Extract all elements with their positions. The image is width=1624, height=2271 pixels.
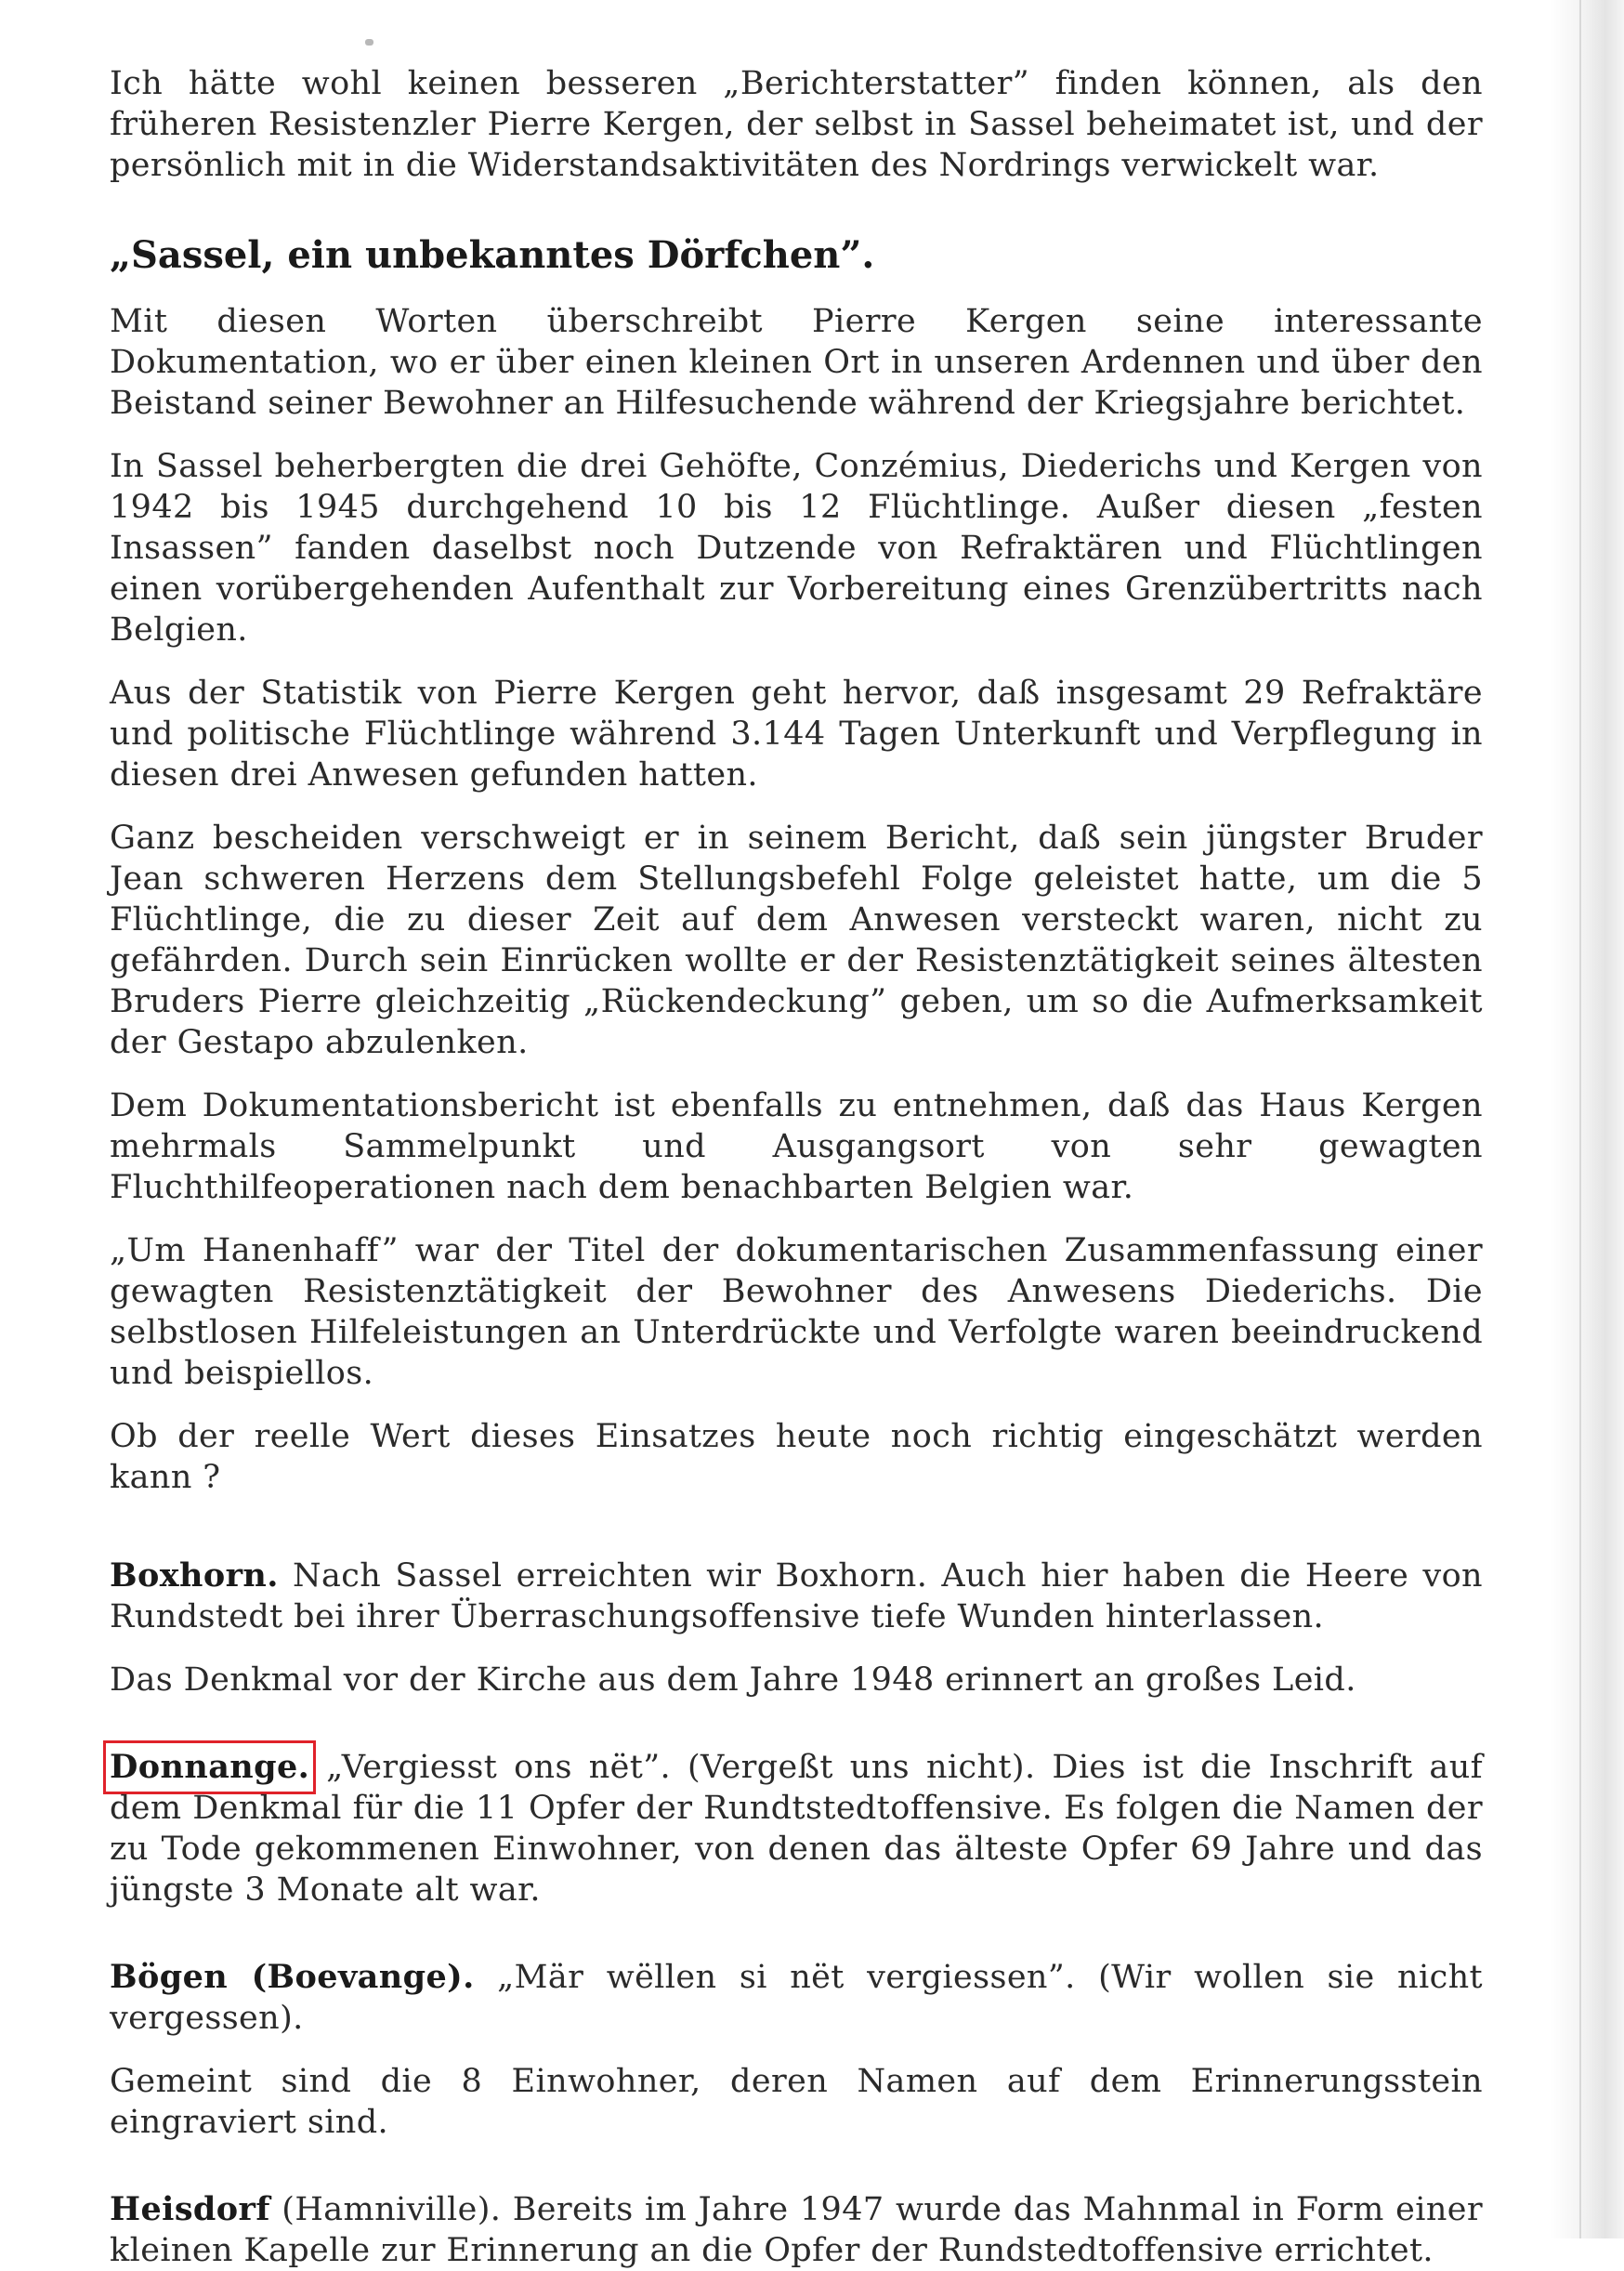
boxhorn-text: Nach Sassel erreichten wir Boxhorn. Auch hier haben die Heere von Rundstedt bei ihrer Überraschungsoffensive tiefe Wunden hinterlassen. — [110, 1557, 1483, 1635]
donnange-paragraph — [110, 1747, 1483, 1910]
boegen-text: „Mär wëllen si nët vergiessen”. (Wir wollen sie nicht vergessen). — [110, 1959, 1483, 2037]
heisdorf-paragraph — [110, 2189, 1483, 2271]
donnange-highlight-box: Donnange. — [110, 1748, 310, 1786]
document-body — [110, 63, 1483, 2271]
donnange-text: „Vergiesst ons nët”. (Vergeßt uns nicht). Dies ist die Inschrift auf dem Denkmal für die 11 Opfer der Rundtstedtoffensive. Es folgen die Namen der zu Tode gekommenen Einwohner, von denen das älteste Opfer 69 Jahre und das jüngste 3 Monate alt war. — [110, 1749, 1483, 1909]
paragraph-2: In Sassel beherbergten die drei Gehöfte, Conzémius, Diederichs und Kergen von 1942 bis 1945 durchgehend 10 bis 12 Flüchtlinge. Außer diesen „festen Insassen” fanden daselbst noch Dutzende von Refraktären und Flüchtlingen einen vorübergehenden Aufenthalt zur Vorbereitung eines Grenzübertritts nach Belgien. — [110, 448, 1483, 649]
paragraph-6: „Um Hanenhaff” war der Titel der dokumentarischen Zusammenfassung einer gewagten Resistenztätigkeit der Bewohner des Anwesens Diederichs. Die selbstlosen Hilfeleistungen an Unterdrückte und Verfolgte waren beeindruckend und beispiellos. — [110, 1232, 1483, 1392]
section-heading: „Sassel, ein unbekanntes Dörfchen”. — [110, 233, 875, 277]
boxhorn-lead: Boxhorn. — [110, 1556, 279, 1595]
boxhorn-paragraph — [110, 1556, 1483, 1637]
boegen-lead: Bögen (Boevange). — [110, 1958, 475, 1996]
paragraph-3: Aus der Statistik von Pierre Kergen geht hervor, daß insgesamt 29 Refraktäre und politische Flüchtlinge während 3.144 Tagen Unterkunft und Verpflegung in diesen drei Anwesen gefunden hatten. — [110, 675, 1483, 794]
boegen-paragraph — [110, 1957, 1483, 2039]
heisdorf-lead: Heisdorf — [110, 2190, 270, 2228]
boegen-followup: Gemeint sind die 8 Einwohner, deren Namen auf dem Erinnerungsstein eingraviert sind. — [110, 2063, 1483, 2141]
intro-paragraph: Ich hätte wohl keinen besseren „Berichterstatter” finden können, als den früheren Resistenzler Pierre Kergen, der selbst in Sassel beheimatet ist, und der persönlich mit in die Widerstandsaktivitäten des Nordrings verwickelt war. — [110, 65, 1483, 184]
boxhorn-followup: Das Denkmal vor der Kirche aus dem Jahre 1948 erinnert an großes Leid. — [110, 1661, 1356, 1699]
page-edge-shadow — [1550, 0, 1624, 2238]
paragraph-5: Dem Dokumentationsbericht ist ebenfalls zu entnehmen, daß das Haus Kergen mehrmals Sammelpunkt und Ausgangsort von sehr gewagten Fluchthilfeoperationen nach dem benachbarten Belgien war. — [110, 1087, 1483, 1206]
paragraph-7: Ob der reelle Wert dieses Einsatzes heute noch richtig eingeschätzt werden kann ? — [110, 1418, 1483, 1496]
paragraph-1: Mit diesen Worten überschreibt Pierre Kergen seine interessante Dokumentation, wo er über einen kleinen Ort in unseren Ardennen und über den Beistand seiner Bewohner an Hilfesuchende während der Kriegsjahre berichtet. — [110, 303, 1483, 422]
paragraph-4: Ganz bescheiden verschweigt er in seinem Bericht, daß sein jüngster Bruder Jean schweren Herzens dem Stellungsbefehl Folge geleistet hatte, um die 5 Flüchtlinge, die zu dieser Zeit auf dem Anwesen versteckt waren, nicht zu gefährden. Durch sein Einrücken wollte er der Resistenztätigkeit seines ältesten Bruders Pierre gleichzeitig „Rückendeckung” geben, um so die Aufmerksamkeit der Gestapo abzulenken. — [110, 820, 1483, 1061]
scan-speck — [365, 39, 373, 46]
heisdorf-text: (Hamniville). Bereits im Jahre 1947 wurde das Mahnmal in Form einer kleinen Kapelle zur Erinnerung an die Opfer der Rundstedtoffensive errichtet. — [110, 2191, 1483, 2269]
page-binding-line — [1579, 0, 1581, 2238]
